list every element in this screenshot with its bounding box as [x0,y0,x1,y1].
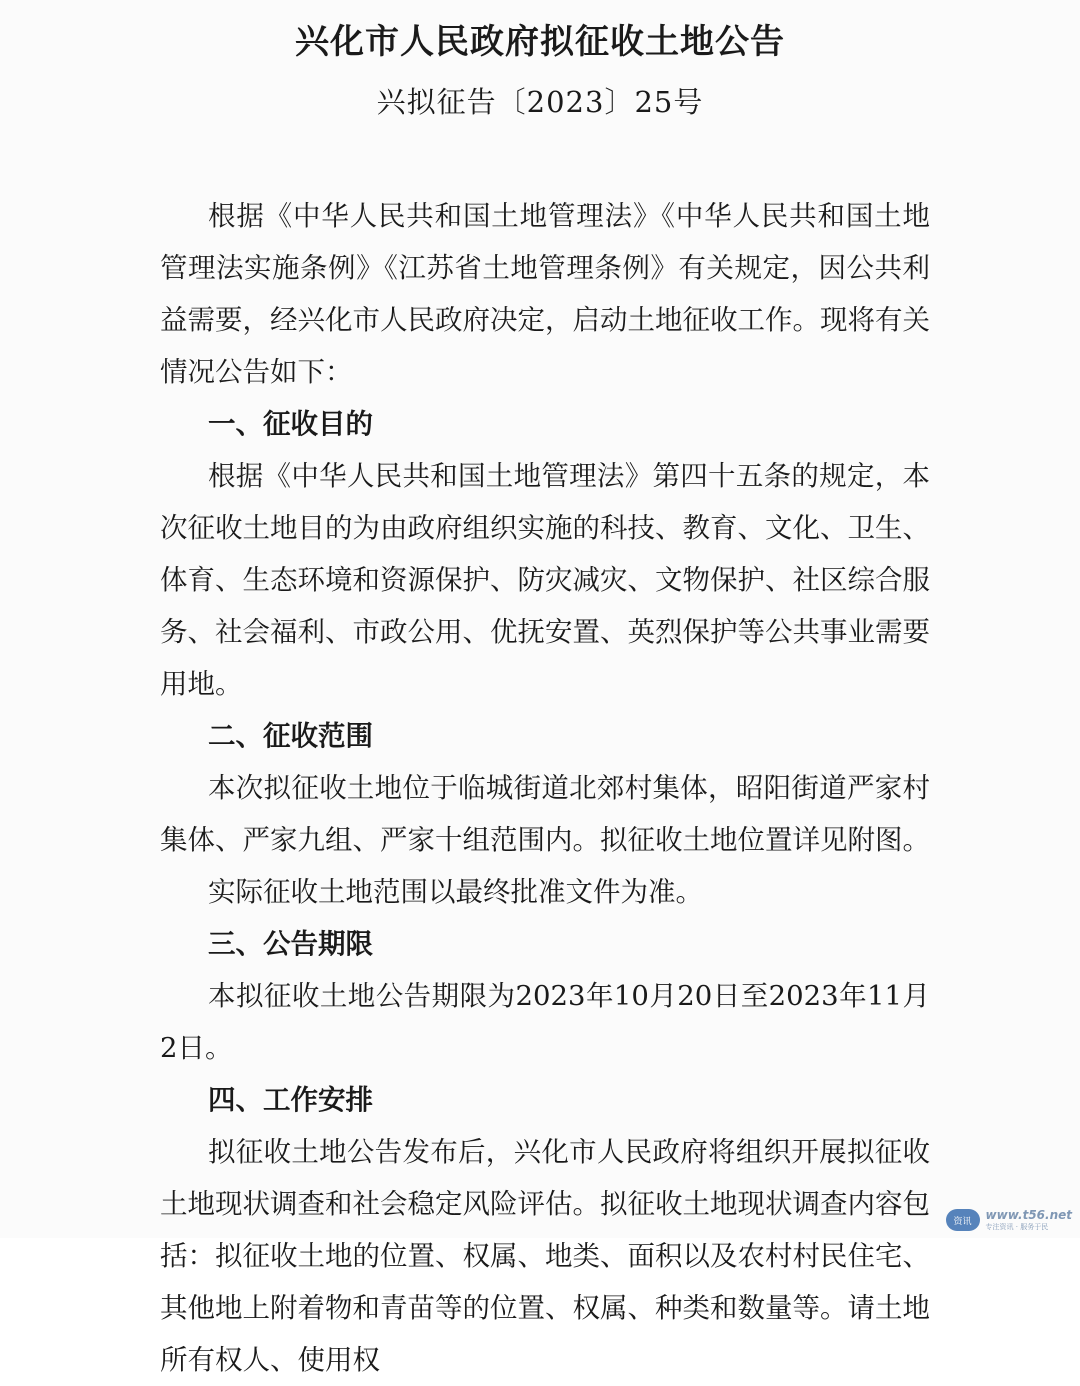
section-paragraph: 本拟征收土地公告期限为2023年10月20日至2023年11月2日。 [160,980,930,1064]
document-body [160,190,930,1386]
document-title: 兴化市人民政府拟征收土地公告 [295,22,785,62]
section-paragraph: 实际征收土地范围以最终批准文件为准。 [208,876,703,908]
watermark-url: www.t56.net [985,1208,1072,1222]
watermark-logo-icon: 资讯 [946,1209,980,1231]
section-paragraph: 本次拟征收土地位于临城街道北郊村集体，昭阳街道严家村集体、严家九组、严家十组范围内。拟征收土地位置详见附图。 [160,772,930,856]
section-heading-scope: 二、征收范围 [208,720,373,752]
intro-paragraph: 根据《中华人民共和国土地管理法》《中华人民共和国土地管理法实施条例》《江苏省土地管理条例》有关规定，因公共利益需要，经兴化市人民政府决定，启动土地征收工作。现将有关情况公告如下： [160,200,930,388]
section-heading-purpose: 一、征收目的 [208,408,373,440]
watermark-subtitle: 专注资讯 · 服务于民 [985,1223,1049,1231]
site-watermark [946,1208,1072,1232]
section-heading-period: 三、公告期限 [208,928,373,960]
section-paragraph: 拟征收土地公告发布后，兴化市人民政府将组织开展拟征收土地现状调查和社会稳定风险评估。拟征收土地现状调查内容包括：拟征收土地的位置、权属、地类、面积以及农村村民住宅、其他地上附着物和青苗等的位置、权属、种类和数量等。请土地所有权人、使用权 [160,1136,930,1376]
watermark-text [986,1208,1072,1232]
document-number: 兴拟征告〔2023〕25号 [376,85,704,119]
section-paragraph: 根据《中华人民共和国土地管理法》第四十五条的规定，本次征收土地目的为由政府组织实施的科技、教育、文化、卫生、体育、生态环境和资源保护、防灾减灾、文物保护、社区综合服务、社会福利、市政公用、优抚安置、英烈保护等公共事业需要用地。 [160,460,930,700]
section-heading-arrangement: 四、工作安排 [208,1084,373,1116]
